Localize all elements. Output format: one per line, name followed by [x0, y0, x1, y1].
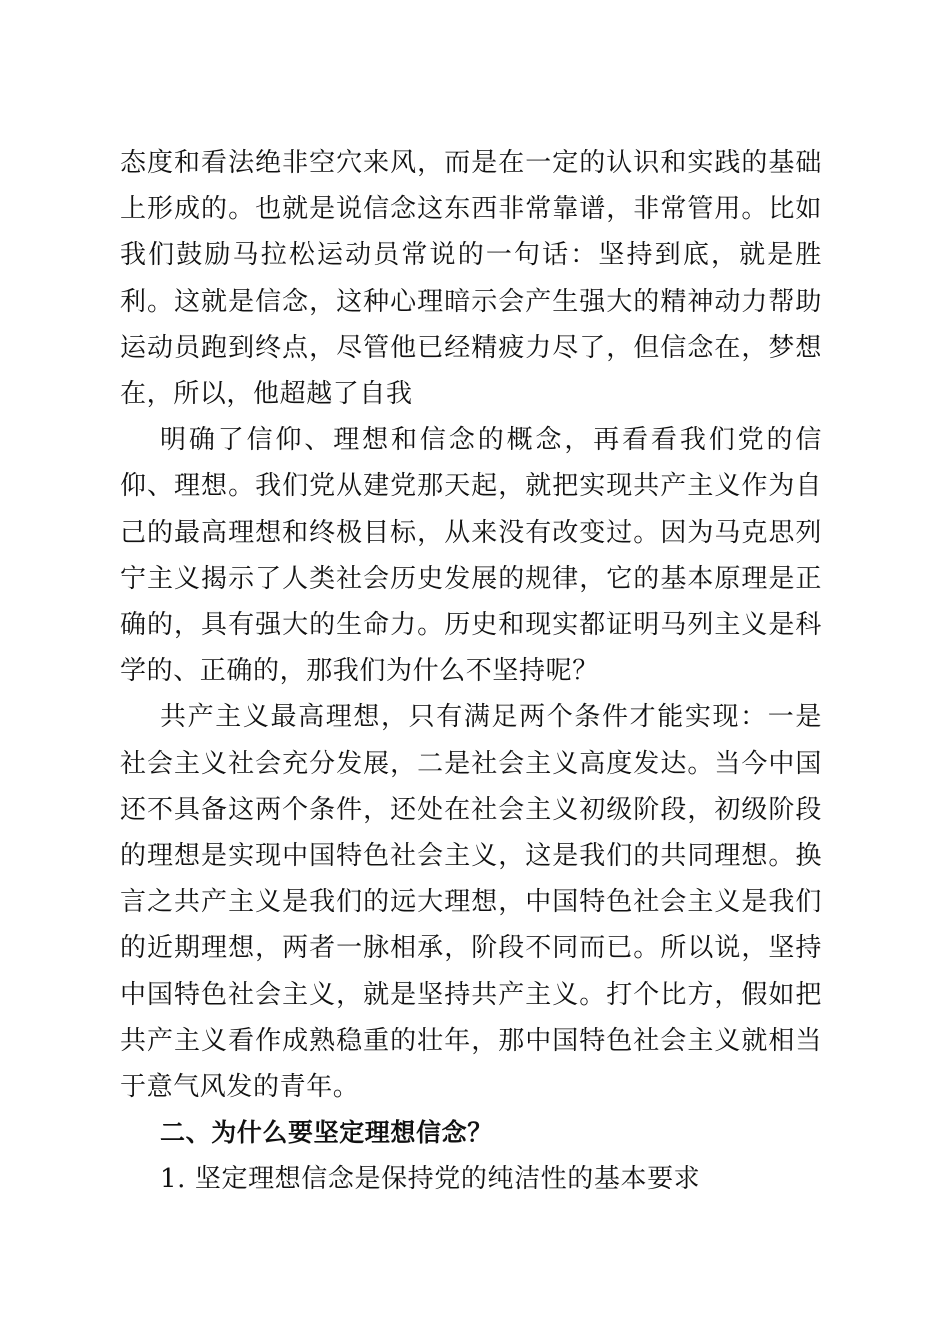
subsection-heading: 1. 坚定理想信念是保持党的纯洁性的基本要求	[160, 1164, 701, 1195]
section-heading: 二、为什么要坚定理想信念？	[160, 1118, 493, 1148]
document-page	[120, 140, 822, 1203]
paragraph-continued: 态度和看法绝非空穴来风，而是在一定的认识和实践的基础上形成的。也就是说信念这东西非常靠谱，非常管用。比如我们鼓励马拉松运动员常说的一句话：坚持到底，就是胜利。这就是信念，这种心理暗示会产生强大的精神动力帮助运动员跑到终点，尽管他已经精疲力尽了，但信念在，梦想在，所以，他超越了自我	[120, 148, 822, 410]
paragraph-party-ideals: 明确了信仰、理想和信念的概念，再看看我们党的信仰、理想。我们党从建党那天起，就把实现共产主义作为自己的最高理想和终极目标，从来没有改变过。因为马克思列宁主义揭示了人类社会历史发展的规律，它的基本原理是正确的，具有强大的生命力。历史和现实都证明马列主义是科学的、正确的，那我们为什么不坚持呢？	[120, 425, 822, 687]
paragraph-communism-conditions: 共产主义最高理想，只有满足两个条件才能实现：一是社会主义社会充分发展，二是社会主义高度发达。当今中国还不具备这两个条件，还处在社会主义初级阶段，初级阶段的理想是实现中国特色社会主义，这是我们的共同理想。换言之共产主义是我们的远大理想，中国特色社会主义是我们的近期理想，两者一脉相承，阶段不同而已。所以说，坚持中国特色社会主义，就是坚持共产主义。打个比方，假如把共产主义看作成熟稳重的壮年，那中国特色社会主义就相当于意气风发的青年。	[120, 702, 822, 1103]
